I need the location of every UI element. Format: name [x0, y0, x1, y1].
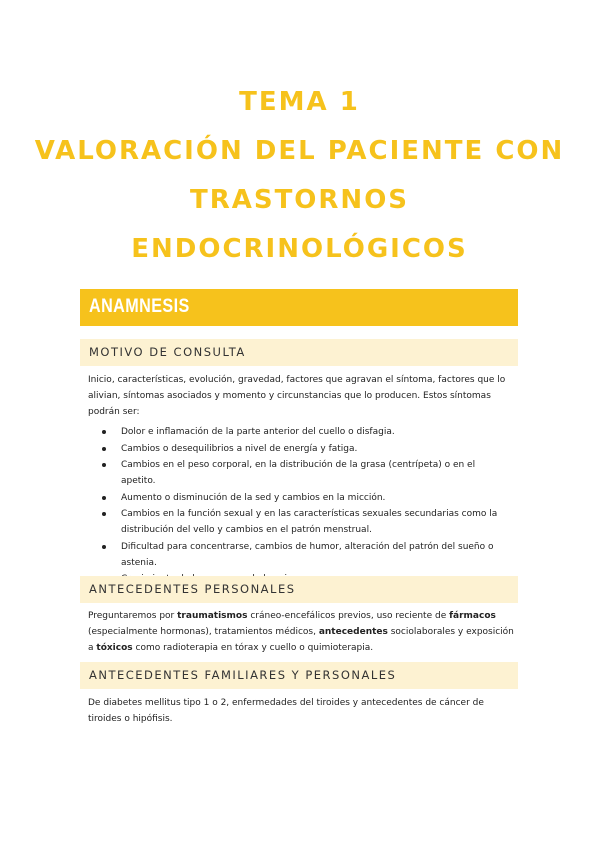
symptom-list [88, 424, 508, 588]
subheading-label: ANTECEDENTES FAMILIARES Y PERSONALES [89, 668, 397, 682]
bullet-icon [102, 545, 106, 549]
list-item: Dolor e inflamación de la parte anterior del cuello o disfagia. [88, 424, 508, 440]
subheading-label: MOTIVO DE CONSULTA [89, 345, 246, 359]
bullet-icon [102, 430, 106, 434]
bullet-icon [102, 496, 106, 500]
motivo-intro-paragraph: Inicio, características, evolución, gravedad, factores que agravan el síntoma, factores que lo alivian, síntomas asociados y momento y circunstancias que lo producen. Estos síntomas podrán ser: [88, 375, 506, 417]
subheading-motivo-consulta [80, 339, 518, 366]
bullet-icon [102, 447, 106, 451]
bullet-icon [102, 512, 106, 516]
title-line-2: VALORACIÓN DEL PACIENTE CON [34, 136, 565, 166]
title-line-1: TEMA 1 [239, 87, 360, 117]
list-item: Cambios en el peso corporal, en la distribución de la grasa (centrípeta) o en el apetito. [88, 457, 508, 489]
list-item: Cambios o desequilibrios a nivel de energía y fatiga. [88, 441, 508, 457]
bullet-icon [102, 463, 106, 467]
section-heading-label: ANAMNESIS [89, 296, 190, 317]
antecedentes-personales-paragraph: Preguntaremos por traumatismos cráneo-encefálicos previos, uso reciente de fármacos (especialmente hormonas), tratamientos médicos, antecedentes sociolaborales y exposición a tóxicos como radioterapia en tórax y cuello o quimioterapia. [88, 611, 514, 653]
list-item: Aumento o disminución de la sed y cambios en la micción. [88, 490, 508, 506]
subheading-antecedentes-personales [80, 576, 518, 603]
subheading-antecedentes-familiares [80, 662, 518, 689]
subheading-label: ANTECEDENTES PERSONALES [89, 582, 296, 596]
antecedentes-familiares-paragraph: De diabetes mellitus tipo 1 o 2, enfermedades del tiroides y antecedentes de cáncer de tiroides o hipófisis. [88, 698, 484, 724]
list-item: Dificultad para concentrarse, cambios de humor, alteración del patrón del sueño o astenia. [88, 539, 508, 571]
list-item: Cambios en la función sexual y en las características sexuales secundarias como la distribución del vello y cambios en el patrón menstrual. [88, 506, 508, 538]
document-title [0, 78, 599, 274]
title-line-3: TRASTORNOS [189, 185, 410, 215]
title-line-4: ENDOCRINOLÓGICOS [131, 234, 468, 264]
section-heading-anamnesis [80, 289, 518, 326]
